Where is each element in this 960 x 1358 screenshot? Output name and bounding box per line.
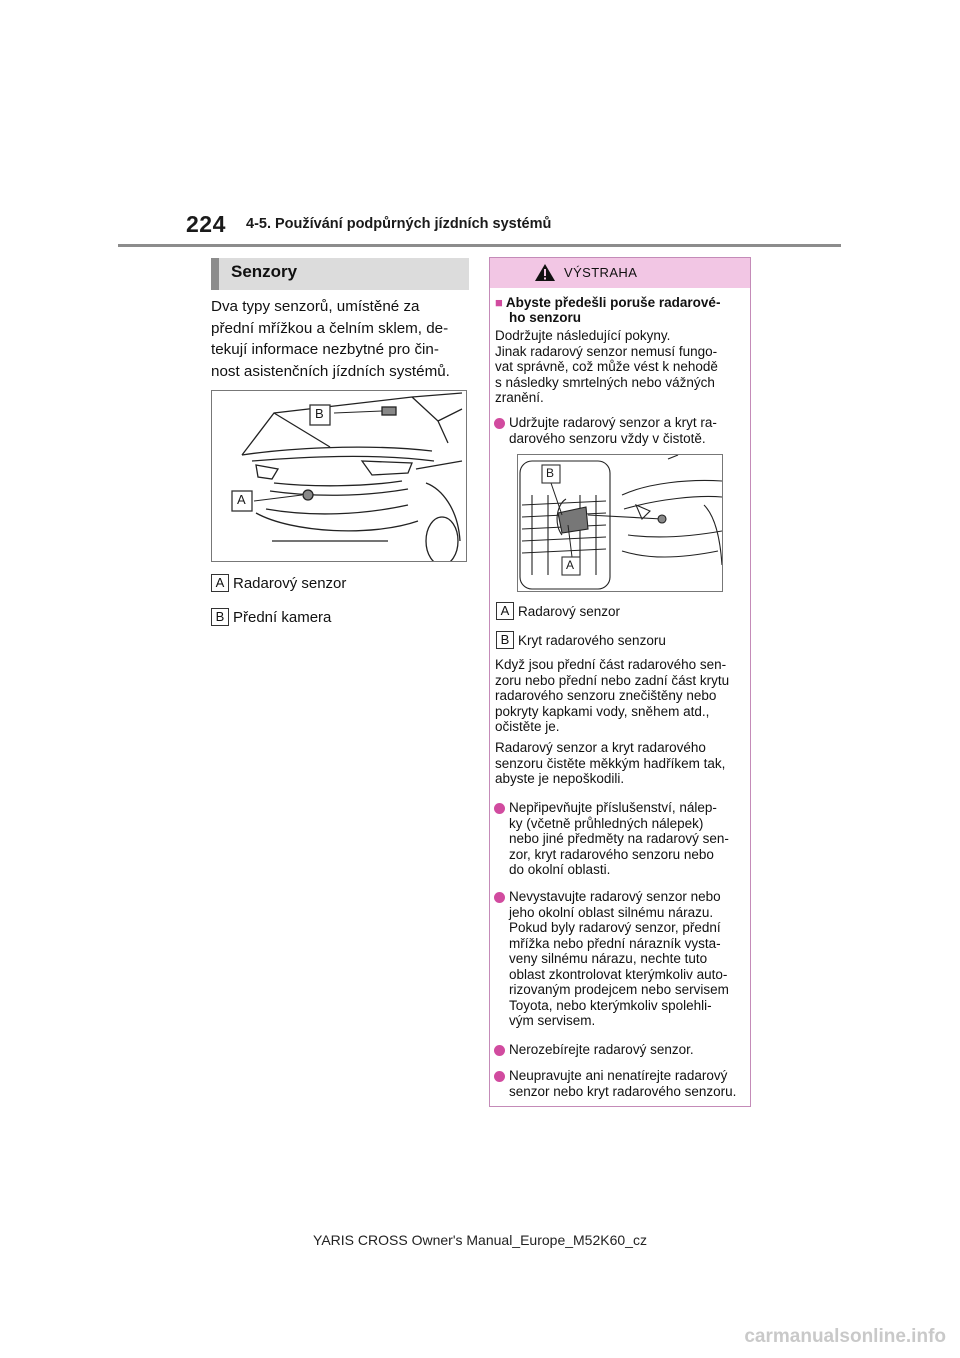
- bullet-text-no-modification: [509, 1068, 747, 1099]
- cleaning-method-paragraph: [495, 740, 745, 787]
- warning-box: [489, 257, 751, 1107]
- legend-item-camera: [211, 608, 331, 626]
- text-line: zor, kryt radarového senzoru nebo: [509, 846, 714, 862]
- text-line: pokryty kapkami vody, sněhem atd.,: [495, 703, 710, 719]
- text-line: mřížka nebo přední nárazník vysta-: [509, 935, 721, 951]
- text-line: vat správně, což může vést k nehodě: [495, 359, 718, 374]
- bullet-icon: [494, 1045, 505, 1056]
- cleaning-paragraph: [495, 657, 745, 735]
- text-line: rizovaným prodejcem nebo servisem: [509, 982, 729, 997]
- section-title: 4-5. Používání podpůrných jízdních systémů: [246, 216, 552, 232]
- bullet-text-no-disassembly: [509, 1042, 747, 1058]
- legend-label: Radarový senzor: [233, 574, 347, 592]
- warning-section-title: [495, 295, 745, 311]
- bullet-text-keep-clean: [509, 415, 747, 446]
- sensors-intro: [211, 296, 473, 382]
- text-line: jeho okolní oblast silnému nárazu.: [509, 904, 714, 920]
- text-line: ky (včetně průhledných nálepek): [509, 815, 704, 831]
- warning-title: VÝSTRAHA: [564, 265, 638, 280]
- legend-tag: A: [496, 602, 514, 620]
- section-title-line: ho senzoru: [509, 310, 582, 325]
- callout-label-b: B: [315, 406, 324, 421]
- bullet-icon: [494, 1071, 505, 1082]
- bullet-icon: [494, 892, 505, 903]
- text-line: Nerozebírejte radarový senzor.: [509, 1042, 694, 1057]
- text-line: vým servisem.: [509, 1013, 596, 1028]
- intro-line: Dva typy senzorů, umístěné za: [211, 298, 420, 315]
- legend-tag: A: [211, 574, 229, 592]
- warning-intro: [495, 328, 745, 406]
- legend-tag: B: [496, 631, 514, 649]
- text-line: veny silnému nárazu, nechte tuto: [509, 951, 708, 966]
- sensors-heading-label: Senzory: [231, 262, 298, 281]
- text-line: nebo jiné předměty na radarový sen-: [509, 831, 729, 846]
- text-line: Nepřipevňujte příslušenství, nálep-: [509, 800, 717, 815]
- legend-item-cover: [496, 631, 666, 649]
- text-line: Toyota, nebo kterýmkoliv spolehli-: [509, 997, 712, 1013]
- radar-sensor-illustration: [517, 454, 723, 592]
- sensors-heading: [211, 258, 469, 290]
- legend-label: Radarový senzor: [518, 603, 621, 619]
- page-number: 224: [186, 211, 226, 237]
- callout-label-a: A: [566, 558, 575, 572]
- legend-item-radar: [211, 574, 346, 592]
- legend-tag: B: [211, 608, 229, 626]
- text-line: Udržujte radarový senzor a kryt ra-: [509, 415, 717, 430]
- text-line: zranění.: [495, 390, 544, 405]
- bullet-icon: [494, 418, 505, 429]
- footer-manual-id: YARIS CROSS Owner's Manual_Europe_M52K60_cz: [313, 1232, 647, 1248]
- bullet-text-no-impact: [509, 889, 747, 1029]
- text-line: radarového senzoru znečištěny nebo: [495, 688, 717, 703]
- watermark: carmanualsonline.info: [744, 1326, 946, 1347]
- callout-label-b: B: [546, 466, 555, 480]
- text-line: do okolní oblasti.: [509, 862, 611, 877]
- text-line: senzor nebo kryt radarového senzoru.: [509, 1083, 737, 1099]
- legend-label: Kryt radarového senzoru: [518, 632, 666, 648]
- section-marker: ■: [495, 295, 503, 310]
- text-line: oblast zkontrolovat kterýmkoliv auto-: [509, 966, 728, 982]
- text-line: Dodržujte následující pokyny.: [495, 328, 671, 343]
- legend-item-radar: [496, 602, 620, 620]
- warning-header: [490, 258, 750, 288]
- callout-label-a: A: [237, 492, 246, 507]
- section-title-line: Abyste předešli poruše radarové-: [505, 295, 721, 310]
- text-line: abyste je nepoškodili.: [495, 771, 625, 786]
- legend-label: Přední kamera: [233, 608, 332, 626]
- text-line: Pokud byly radarový senzor, přední: [509, 920, 721, 935]
- text-line: Jinak radarový senzor nemusí fungo-: [495, 343, 718, 359]
- text-line: Neupravujte ani nenatírejte radarový: [509, 1068, 728, 1083]
- intro-line: přední mřížkou a čelním sklem, de-: [211, 319, 449, 337]
- intro-line: tekují informace nezbytné pro čin-: [211, 341, 439, 358]
- text-line: zoru nebo přední nebo zadní část krytu: [495, 672, 730, 688]
- text-line: Nevystavujte radarový senzor nebo: [509, 889, 721, 904]
- car-front-illustration: [211, 390, 467, 562]
- text-line: darového senzoru vždy v čistotě.: [509, 430, 706, 446]
- text-line: Když jsou přední část radarového sen-: [495, 657, 727, 672]
- text-line: senzoru čistěte měkkým hadříkem tak,: [495, 755, 726, 771]
- text-line: s následky smrtelných nebo vážných: [495, 374, 715, 390]
- header-divider: [118, 244, 841, 247]
- bullet-icon: [494, 803, 505, 814]
- text-line: očistěte je.: [495, 719, 560, 734]
- intro-line: nost asistenčních jízdních systémů.: [211, 362, 450, 380]
- text-line: Radarový senzor a kryt radarového: [495, 740, 706, 755]
- bullet-text-no-accessories: [509, 800, 747, 878]
- warning-triangle-icon: [534, 263, 556, 282]
